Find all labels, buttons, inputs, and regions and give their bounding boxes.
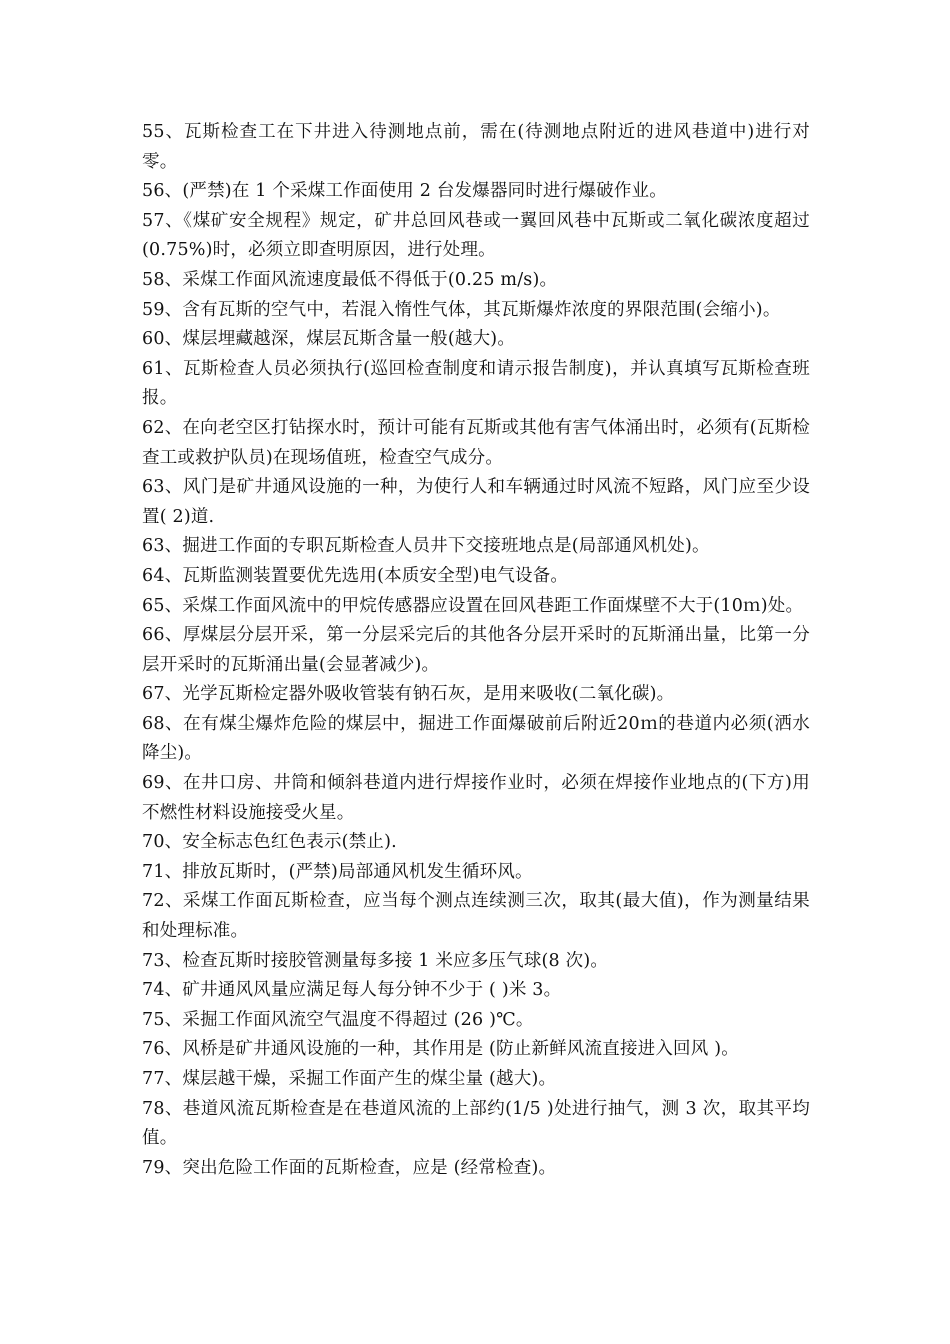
question-item: 79、突出危险工作面的瓦斯检查，应是 (经常检查)。 [142, 1157, 557, 1178]
question-item: 67、光学瓦斯检定器外吸收管装有钠石灰，是用来吸收(二氧化碳)。 [142, 684, 675, 705]
question-item: 76、风桥是矿井通风设施的一种，其作用是 (防止新鲜风流直接进入回风 )。 [142, 1039, 739, 1060]
question-item: 60、煤层埋藏越深，煤层瓦斯含量一般(越大)。 [142, 329, 516, 350]
question-item: 66、厚煤层分层开采，第一分层采完后的其他各分层开采时的瓦斯涌出量，比第一分层开采时的瓦斯涌出量(会显著减少)。 [142, 625, 810, 675]
question-item: 69、在井口房、井筒和倾斜巷道内进行焊接作业时，必须在焊接作业地点的(下方)用不燃性材料设施接受火星。 [142, 773, 810, 823]
question-item: 70、安全标志色红色表示(禁止). [142, 832, 397, 853]
question-item: 68、在有煤尘爆炸危险的煤层中，掘进工作面爆破前后附近20ｍ的巷道内必须(洒水降尘)。 [142, 713, 810, 764]
question-item: 64、瓦斯监测装置要优先选用(本质安全型)电气设备。 [142, 565, 569, 586]
question-item: 75、采掘工作面风流空气温度不得超过 (26 )℃。 [142, 1009, 534, 1030]
question-item: 58、采煤工作面风流速度最低不得低于(0.25 m/s)。 [142, 269, 558, 290]
question-item: 63、掘进工作面的专职瓦斯检查人员井下交接班地点是(局部通风机处)。 [142, 536, 710, 557]
question-item: 65、采煤工作面风流中的甲烷传感器应设置在回风巷距工作面煤壁不大于(10ｍ)处。 [142, 595, 804, 616]
question-item: 59、含有瓦斯的空气中，若混入惰性气体，其瓦斯爆炸浓度的界限范围(会缩小)。 [142, 299, 781, 320]
question-item: 71、排放瓦斯时，(严禁)局部通风机发生循环风。 [142, 861, 533, 882]
question-item: 63、风门是矿井通风设施的一种，为使行人和车辆通过时风流不短路，风门应至少设置( 2)道. [142, 477, 810, 527]
question-item: 74、矿井通风风量应满足每人每分钟不少于 ( )米 3。 [142, 980, 562, 1001]
question-item: 78、巷道风流瓦斯检查是在巷道风流的上部约(1/5 )处进行抽气，测 3 次，取其平均值。 [142, 1098, 810, 1149]
question-item: 56、(严禁)在 1 个采煤工作面使用 2 台发爆器同时进行爆破作业。 [142, 181, 667, 202]
question-item: 73、检查瓦斯时接胶管测量每多接 1 米应多压气球(8 次)。 [142, 950, 609, 971]
question-list [142, 118, 810, 1183]
question-item: 72、采煤工作面瓦斯检查，应当每个测点连续测三次，取其(最大值)，作为测量结果和处理标准。 [142, 891, 810, 942]
question-item: 77、煤层越干燥，采掘工作面产生的煤尘量 (越大)。 [142, 1069, 557, 1089]
question-item: 62、在向老空区打钻探水时，预计可能有瓦斯或其他有害气体涌出时，必须有(瓦斯检查工或救护队员)在现场值班，检查空气成分。 [142, 417, 810, 468]
question-item: 57、《煤矿安全规程》规定，矿井总回风巷或一翼回风巷中瓦斯或二氧化碳浓度超过(0.75%)时，必须立即查明原因，进行处理。 [142, 210, 810, 261]
question-item: 55、瓦斯检查工在下井进入待测地点前，需在(待测地点附近的进风巷道中)进行对零。 [142, 122, 810, 172]
question-item: 61、瓦斯检查人员必须执行(巡回检查制度和请示报告制度)，并认真填写瓦斯检查班报。 [142, 358, 810, 409]
